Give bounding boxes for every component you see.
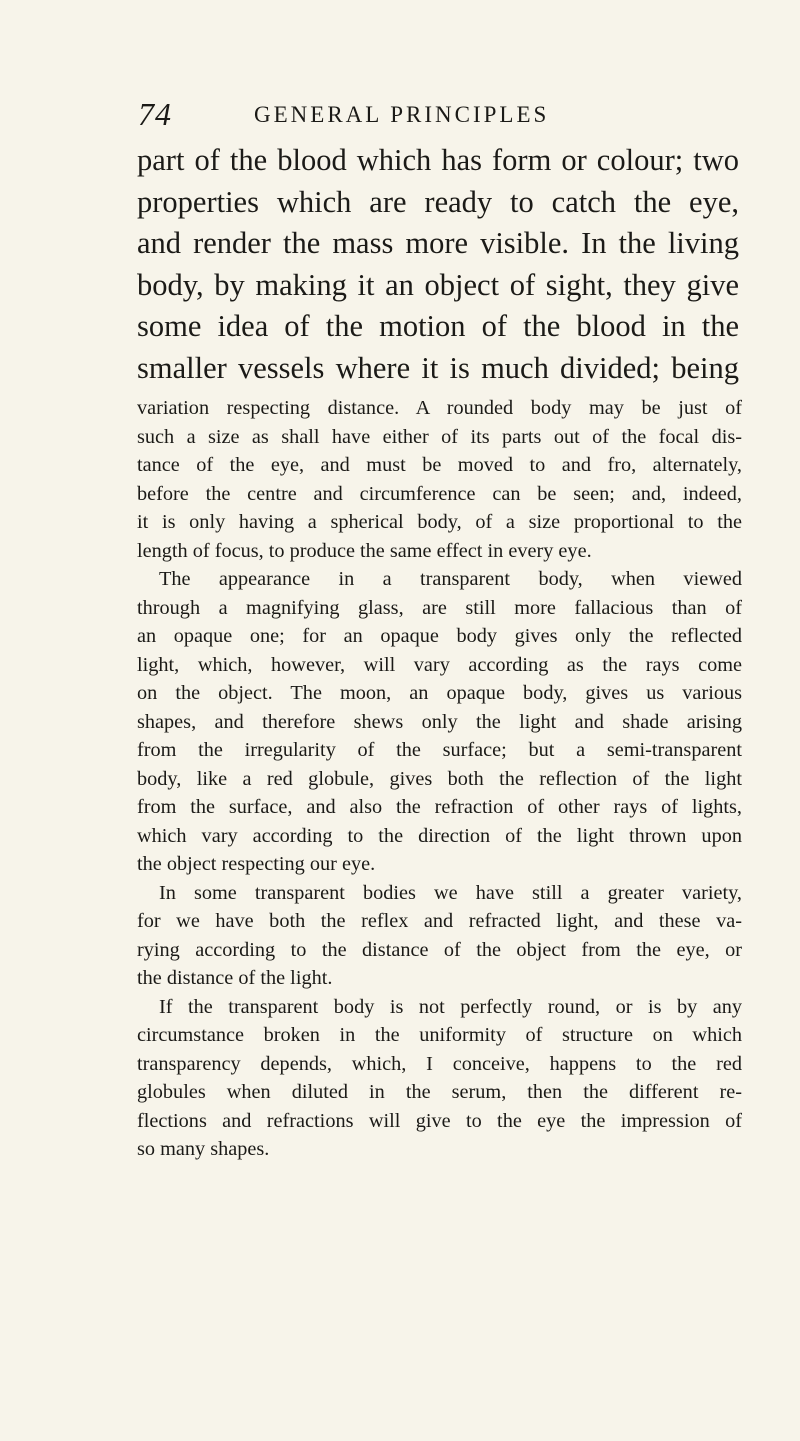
text-line: it is only having a spherical body, of a size proportional to the bbox=[137, 511, 742, 533]
text-line: rying according to the distance of the object from the eye, or bbox=[137, 938, 742, 961]
text-line: some idea of the motion of the blood in the bbox=[137, 309, 739, 343]
text-line: transparency depends, which, I conceive, happens to the red bbox=[137, 1052, 742, 1075]
text-line: an opaque one; for an opaque body gives only the reflected bbox=[137, 625, 742, 647]
page-header bbox=[138, 96, 738, 136]
text-line: length of focus, to produce the same effect in every eye. bbox=[137, 539, 592, 562]
text-line: light, which, however, will vary according as the rays come bbox=[137, 653, 742, 676]
text-line: If the transparent body is not perfectly round, or is by any bbox=[159, 995, 742, 1018]
text-line: the object respecting our eye. bbox=[137, 853, 376, 875]
text-line: part of the blood which has form or colour; two bbox=[137, 143, 739, 177]
text-line: globules when diluted in the serum, then the different re- bbox=[137, 1081, 742, 1103]
text-line: before the centre and circumference can be seen; and, indeed, bbox=[137, 482, 742, 505]
text-line: smaller vessels where it is much divided; being bbox=[137, 350, 739, 385]
text-line: and render the mass more visible. In the living bbox=[137, 226, 739, 260]
text-line: on the object. The moon, an opaque body, gives us various bbox=[137, 682, 742, 704]
text-line: body, by making it an object of sight, they give bbox=[137, 267, 739, 302]
text-line: body, like a red globule, gives both the reflection of the light bbox=[137, 767, 742, 790]
text-line: circumstance broken in the uniformity of structure on which bbox=[137, 1024, 742, 1046]
text-line: variation respecting distance. A rounded body may be just of bbox=[137, 397, 742, 419]
running-head: GENERAL PRINCIPLES bbox=[254, 102, 550, 127]
footnote-text bbox=[137, 394, 742, 1164]
text-line: through a magnifying glass, are still more fallacious than of bbox=[137, 596, 742, 619]
text-line: the distance of the light. bbox=[137, 967, 333, 989]
text-line: such a size as shall have either of its parts out of the focal dis- bbox=[137, 425, 742, 448]
text-line: from the irregularity of the surface; but a semi-transparent bbox=[137, 739, 742, 761]
text-line: tance of the eye, and must be moved to and fro, alternately, bbox=[137, 454, 742, 476]
large-type-paragraph bbox=[137, 140, 739, 389]
text-line: for we have both the reflex and refracted light, and these va- bbox=[137, 910, 742, 932]
page-number: 74 bbox=[138, 96, 172, 132]
text-line: from the surface, and also the refraction of other rays of lights, bbox=[137, 796, 742, 818]
text-line: In some transparent bodies we have still a greater variety, bbox=[159, 881, 742, 904]
text-line: which vary according to the direction of the light thrown upon bbox=[137, 824, 742, 847]
text-line: The appearance in a transparent body, when viewed bbox=[159, 568, 742, 590]
text-line: shapes, and therefore shews only the light and shade arising bbox=[137, 710, 742, 733]
text-line: flections and refractions will give to the eye the impression of bbox=[137, 1109, 742, 1132]
text-line: properties which are ready to catch the eye, bbox=[137, 184, 739, 219]
text-line: so many shapes. bbox=[137, 1138, 270, 1160]
